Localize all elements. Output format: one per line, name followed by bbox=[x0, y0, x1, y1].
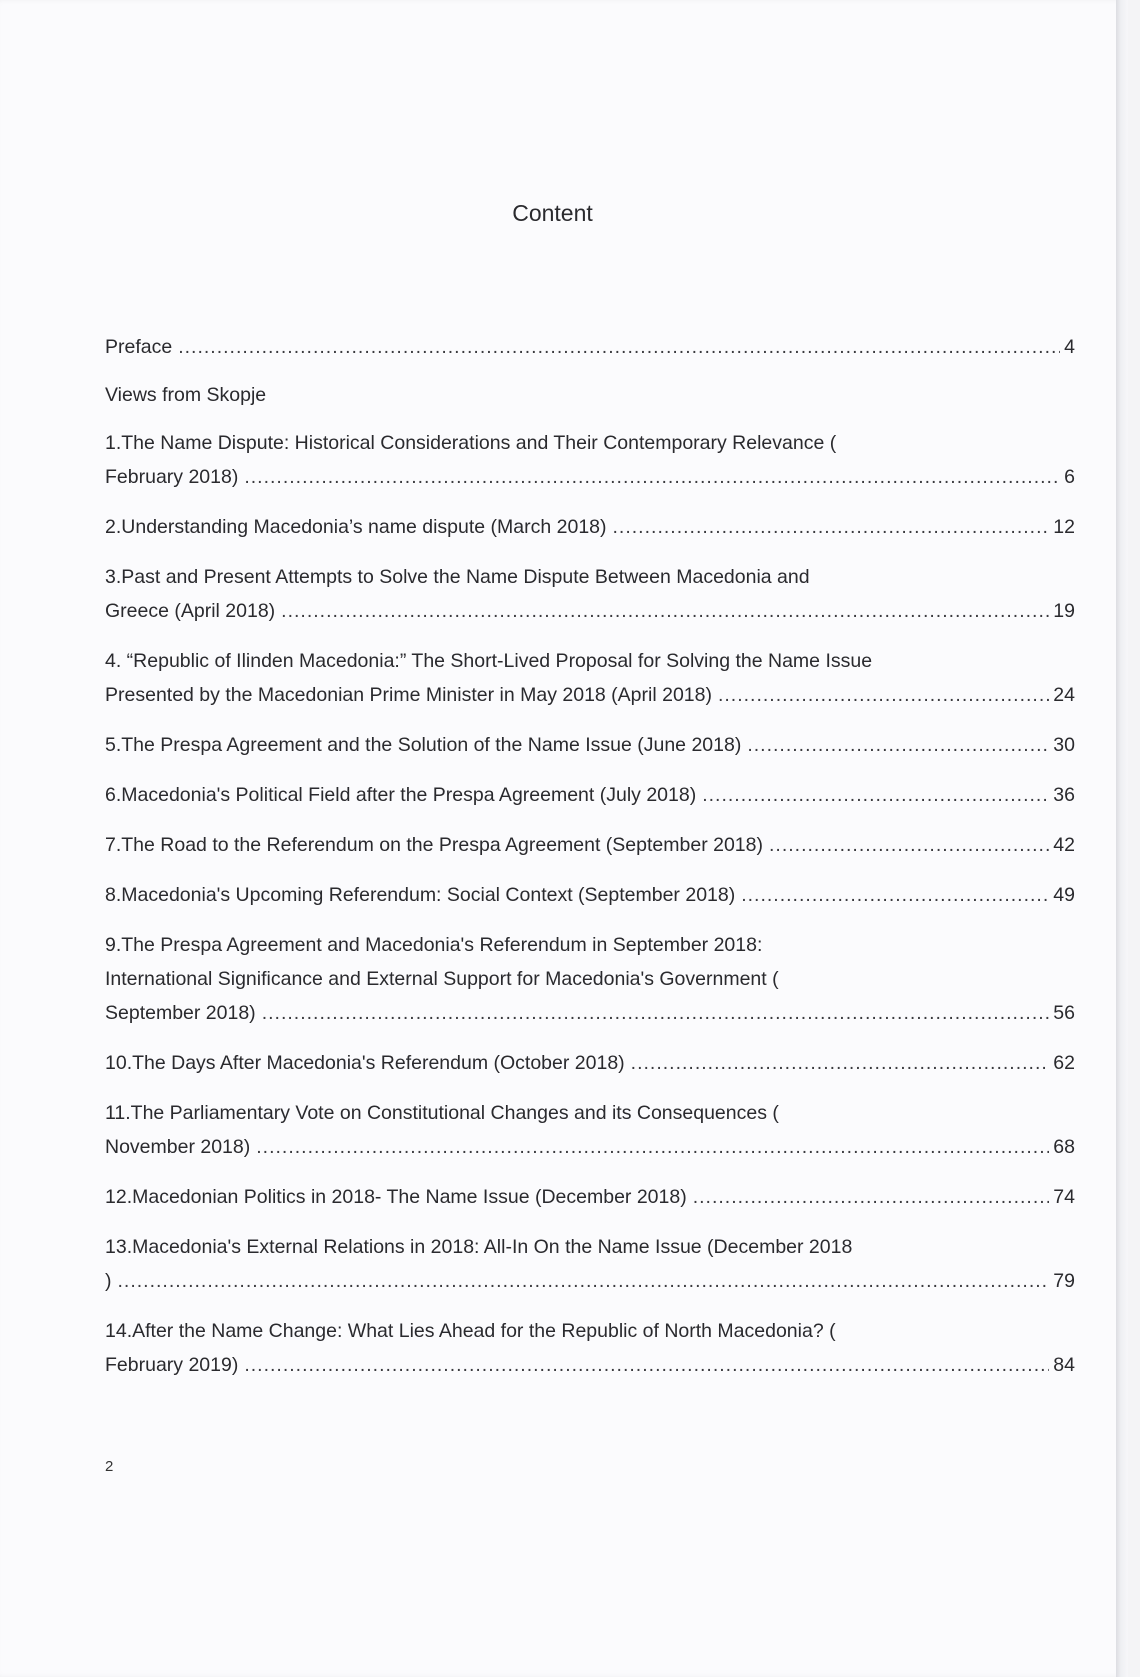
toc-entry[interactable] bbox=[105, 878, 1075, 912]
toc-entry-text: Greece (April 2018) bbox=[105, 600, 276, 622]
footer-page-number: 2 bbox=[105, 1458, 114, 1475]
toc-entry-text: February 2019) bbox=[105, 1354, 239, 1376]
section-heading: Views from Skopje bbox=[105, 384, 267, 406]
toc-page-number: 4 bbox=[1064, 336, 1075, 358]
toc-page-number: 74 bbox=[1053, 1186, 1075, 1208]
dot-leader bbox=[741, 878, 1049, 912]
dot-leader bbox=[262, 996, 1050, 1030]
toc-entry-text: November 2018) bbox=[105, 1136, 251, 1158]
toc-entry-text: 12.Macedonian Politics in 2018- The Name Issue (December 2018) bbox=[105, 1186, 687, 1208]
toc-entry-text: 2.Understanding Macedonia’s name dispute (March 2018) bbox=[105, 516, 607, 538]
toc-preface[interactable] bbox=[105, 330, 1075, 364]
dot-leader bbox=[118, 1264, 1050, 1298]
toc-entry[interactable] bbox=[105, 1230, 1075, 1298]
toc-entry[interactable] bbox=[105, 928, 1075, 1030]
toc-entry-text: February 2018) bbox=[105, 466, 239, 488]
dot-leader bbox=[244, 1348, 1049, 1382]
toc-entry-line: 11.The Parliamentary Vote on Constitutional Changes and its Consequences ( bbox=[105, 1102, 779, 1124]
page-edge bbox=[1116, 0, 1128, 1677]
toc-entry[interactable] bbox=[105, 778, 1075, 812]
toc-page-number: 30 bbox=[1053, 734, 1075, 756]
table-of-contents bbox=[105, 330, 1075, 1398]
toc-page-number: 36 bbox=[1053, 784, 1075, 806]
toc-entry[interactable] bbox=[105, 728, 1075, 762]
toc-page-number: 49 bbox=[1053, 884, 1075, 906]
toc-entry-line: 13.Macedonia's External Relations in 2018: All-In On the Name Issue (December 2018 bbox=[105, 1236, 853, 1258]
toc-entry-text: Presented by the Macedonian Prime Minister in May 2018 (April 2018) bbox=[105, 684, 712, 706]
dot-leader bbox=[693, 1180, 1050, 1214]
dot-leader bbox=[718, 678, 1049, 712]
toc-entry[interactable] bbox=[105, 426, 1075, 494]
dot-leader bbox=[256, 1130, 1049, 1164]
dot-leader bbox=[769, 828, 1049, 862]
toc-entry[interactable] bbox=[105, 1046, 1075, 1080]
toc-entry[interactable] bbox=[105, 828, 1075, 862]
toc-page-number: 68 bbox=[1053, 1136, 1075, 1158]
toc-entry-text: September 2018) bbox=[105, 1002, 256, 1024]
dot-leader bbox=[178, 330, 1060, 364]
toc-page-number: 84 bbox=[1053, 1354, 1075, 1376]
toc-page-number: 6 bbox=[1064, 466, 1075, 488]
toc-entry-line: 1.The Name Dispute: Historical Considerations and Their Contemporary Relevance ( bbox=[105, 432, 837, 454]
toc-entry-line: 3.Past and Present Attempts to Solve the Name Dispute Between Macedonia and bbox=[105, 566, 810, 588]
dot-leader bbox=[702, 778, 1049, 812]
dot-leader bbox=[747, 728, 1049, 762]
toc-entry[interactable] bbox=[105, 1096, 1075, 1164]
toc-page-number: 24 bbox=[1053, 684, 1075, 706]
toc-entry-text: Preface bbox=[105, 336, 173, 358]
dot-leader bbox=[244, 460, 1060, 494]
toc-page-number: 12 bbox=[1053, 516, 1075, 538]
toc-entry[interactable] bbox=[105, 1180, 1075, 1214]
toc-page-number: 19 bbox=[1053, 600, 1075, 622]
toc-entry-text: 6.Macedonia's Political Field after the Prespa Agreement (July 2018) bbox=[105, 784, 697, 806]
toc-page-number: 79 bbox=[1053, 1270, 1075, 1292]
toc-entry[interactable] bbox=[105, 560, 1075, 628]
toc-entry-text: 10.The Days After Macedonia's Referendum (October 2018) bbox=[105, 1052, 625, 1074]
toc-entry-text: ) bbox=[105, 1270, 112, 1292]
dot-leader bbox=[281, 594, 1049, 628]
toc-page-number: 42 bbox=[1053, 834, 1075, 856]
toc-entry-text: 5.The Prespa Agreement and the Solution of the Name Issue (June 2018) bbox=[105, 734, 742, 756]
page-title: Content bbox=[512, 200, 593, 226]
dot-leader bbox=[631, 1046, 1050, 1080]
toc-page-number: 56 bbox=[1053, 1002, 1075, 1024]
toc-entry-text: 7.The Road to the Referendum on the Prespa Agreement (September 2018) bbox=[105, 834, 763, 856]
toc-entry[interactable] bbox=[105, 510, 1075, 544]
toc-entry-text: 8.Macedonia's Upcoming Referendum: Social Context (September 2018) bbox=[105, 884, 736, 906]
toc-entries bbox=[105, 426, 1075, 1382]
toc-entry-line: 14.After the Name Change: What Lies Ahead for the Republic of North Macedonia? ( bbox=[105, 1320, 836, 1342]
toc-entry[interactable] bbox=[105, 644, 1075, 712]
toc-entry-line: 9.The Prespa Agreement and Macedonia's Referendum in September 2018: bbox=[105, 934, 763, 956]
toc-page-number: 62 bbox=[1053, 1052, 1075, 1074]
toc-entry-line: 4. “Republic of Ilinden Macedonia:” The Short-Lived Proposal for Solving the Name Issue bbox=[105, 650, 873, 672]
dot-leader bbox=[613, 510, 1050, 544]
toc-entry[interactable] bbox=[105, 1314, 1075, 1382]
toc-entry-line: International Significance and External Support for Macedonia's Government ( bbox=[105, 968, 779, 990]
